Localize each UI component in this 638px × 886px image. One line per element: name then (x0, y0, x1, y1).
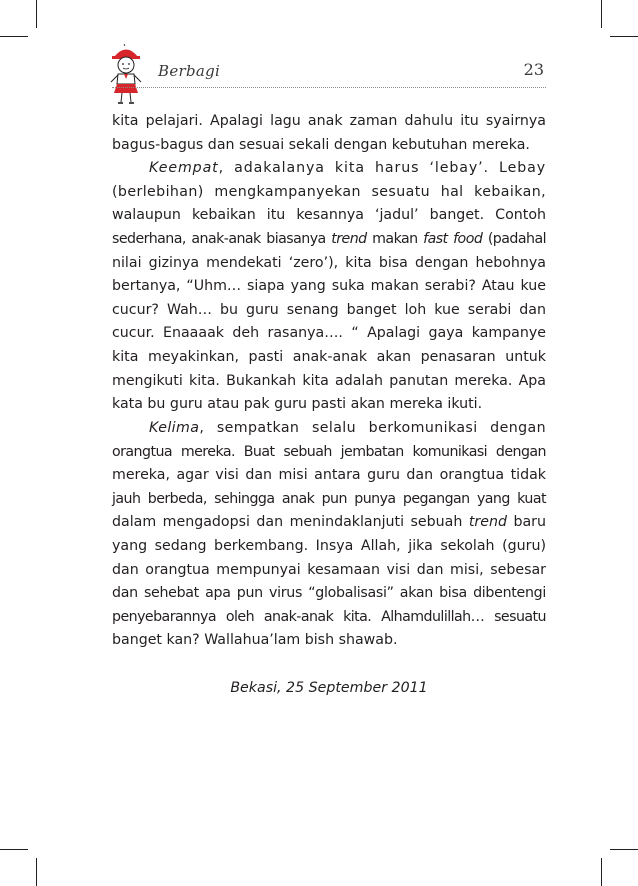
text-line: yang sedang berkembang. Insya Allah, jika sekolah (guru) (112, 537, 546, 554)
text-line (112, 228, 546, 252)
text-span: sederhana, anak-anak biasanya (112, 231, 332, 248)
signature-date: Bekasi, 25 September 2011 (230, 680, 428, 696)
text-line: dan orangtua mempunyai kesamaan visi dan misi, sebesar (112, 561, 546, 578)
text-line: cucur. Enaaaak deh rasanya…. “ Apalagi gaya kampanye (112, 325, 546, 342)
crop-mark-bottom-right-v (601, 858, 602, 886)
text-span: (padahal (482, 231, 546, 248)
text-span: makan (366, 231, 424, 248)
body-text (112, 110, 546, 653)
header-divider (112, 87, 546, 88)
crop-mark-top-right-v (601, 0, 602, 28)
text-line: bertanya, “Uhm… siapa yang suka makan serabi? Atau kue (112, 278, 546, 295)
enumerator-italic: Keempat (149, 160, 219, 177)
text-line: nilai gizinya mendekati ‘zero’), kita bisa dengan hebohnya (112, 254, 546, 271)
text-line (112, 511, 546, 535)
italic-term: fast food (423, 231, 483, 248)
crop-mark-top-left-h (0, 36, 28, 37)
text-line (112, 157, 546, 181)
page-number: 23 (523, 60, 544, 79)
text-span: baru (506, 514, 546, 531)
crop-mark-bottom-right-h (610, 849, 638, 850)
text-span: , adakalanya kita harus ‘lebay’. Lebay (218, 160, 546, 177)
text-line: (berlebihan) mengkampanyekan sesuatu hal kebaikan, (112, 183, 546, 200)
running-title: Berbagi (158, 62, 221, 80)
crop-mark-bottom-left-v (36, 858, 37, 886)
italic-term: trend (468, 514, 507, 531)
text-line: kita meyakinkan, pasti anak-anak akan penasaran untuk (112, 349, 546, 366)
text-line: kata bu guru atau pak guru pasti akan mereka ikuti. (112, 396, 483, 413)
text-line: mereka, agar visi dan misi antara guru dan orangtua tidak (112, 467, 546, 484)
text-line: penyebarannya oleh anak-anak kita. Alhamdulillah… sesuatu (112, 608, 546, 625)
text-line: dan sehebat apa pun virus “globalisasi” akan bisa dibentengi (112, 585, 546, 602)
enumerator-italic: Kelima (149, 419, 200, 436)
text-line: kita pelajari. Apalagi lagu anak zaman dahulu itu syairnya (112, 113, 546, 129)
text-line: walaupun kebaikan itu kesannya ‘jadul’ banget. Contoh (112, 207, 546, 224)
crop-mark-bottom-left-h (0, 849, 28, 850)
text-line: banget kan? Wallahua’lam bish shawab. (112, 632, 398, 649)
text-line: mengikuti kita. Bukankah kita adalah panutan mereka. Apa (112, 372, 546, 389)
text-line: cucur? Wah… bu guru senang banget loh kue serabi dan (112, 301, 546, 318)
schoolkid-mascot-icon (106, 44, 146, 106)
text-line (112, 417, 546, 441)
text-line: orangtua mereka. Buat sebuah jembatan komunikasi dengan (112, 443, 546, 460)
text-line: bagus-bagus dan sesuai sekali dengan kebutuhan mereka. (112, 136, 530, 153)
crop-mark-top-right-h (610, 36, 638, 37)
crop-mark-top-left-v (36, 0, 37, 28)
text-span: , sempatkan selalu berkomunikasi dengan (199, 419, 546, 436)
italic-term: trend (331, 231, 367, 248)
text-span: dalam mengadopsi dan menindaklanjuti sebuah (112, 514, 469, 531)
text-line: jauh berbeda, sehingga anak pun punya pegangan yang kuat (112, 490, 546, 507)
